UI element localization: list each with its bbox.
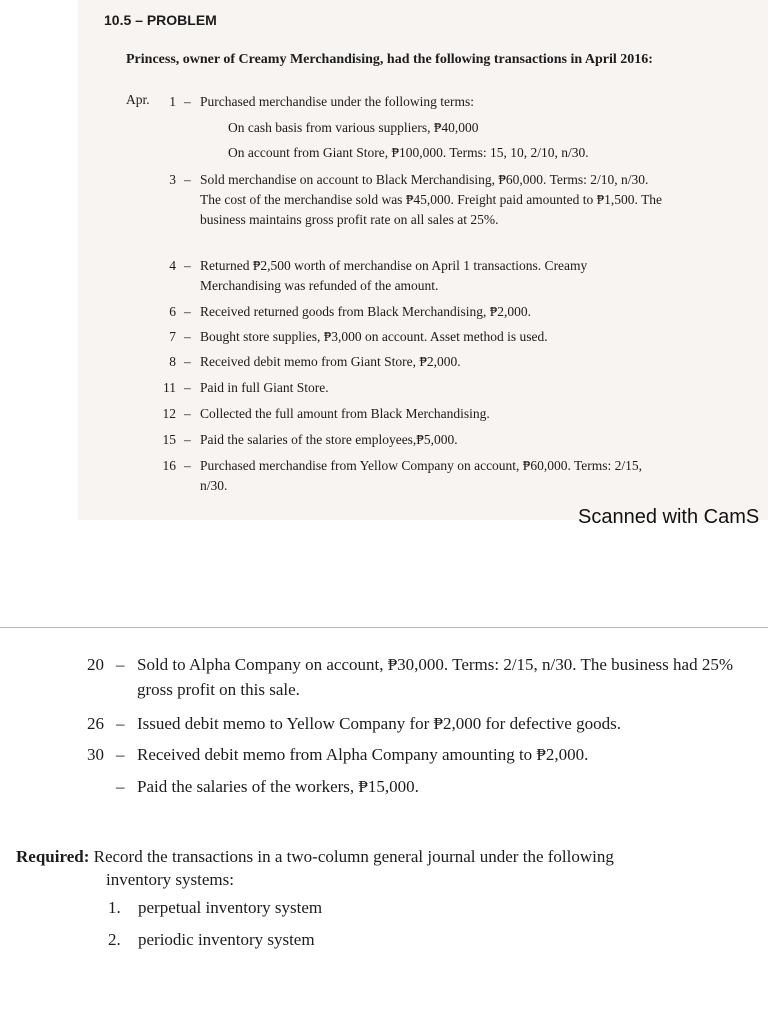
scanner-watermark: Scanned with CamS bbox=[578, 506, 760, 528]
page-separator bbox=[0, 627, 768, 628]
page-margin bbox=[0, 0, 78, 520]
required-item: 1. perpetual inventory system bbox=[108, 898, 323, 917]
required-text: Record the transactions in a two-column general journal under the following bbox=[93, 847, 614, 866]
problem-heading: 10.5 – PROBLEM bbox=[104, 12, 217, 28]
required-text-cont: inventory systems: bbox=[106, 870, 234, 889]
month-label: Apr. bbox=[126, 92, 150, 107]
required-section bbox=[16, 845, 746, 891]
problem-intro: Princess, owner of Creamy Merchandising, had the following transactions in April 2016: bbox=[126, 52, 653, 67]
sub-item: On account from Giant Store, ₱100,000. Terms: 15, 10, 2/10, n/30. bbox=[228, 145, 589, 160]
required-label: Required: bbox=[16, 847, 90, 866]
sub-item: On cash basis from various suppliers, ₱40,000 bbox=[228, 120, 479, 135]
required-item: 2. periodic inventory system bbox=[108, 930, 315, 949]
